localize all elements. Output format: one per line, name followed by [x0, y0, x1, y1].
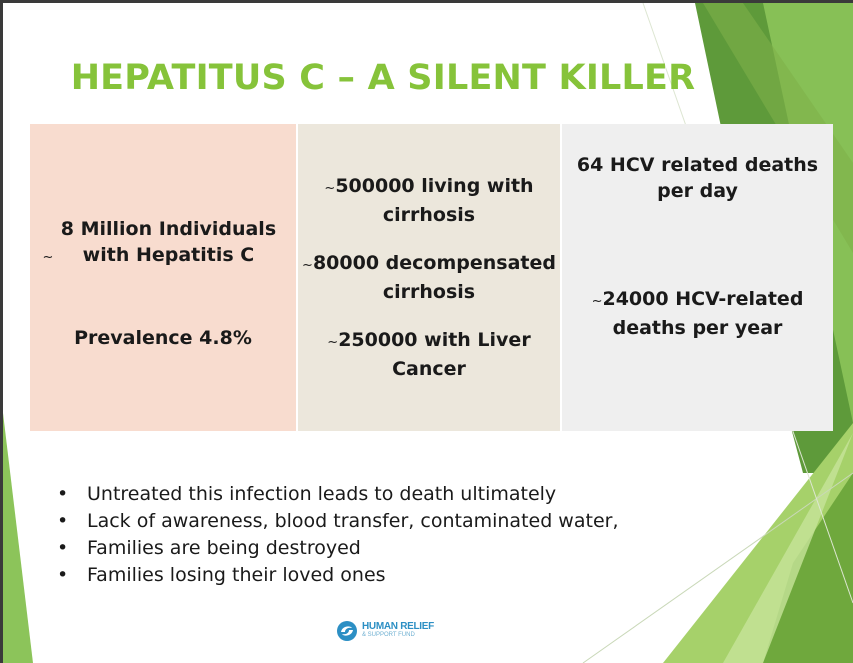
bullet-dot: •	[57, 483, 69, 505]
bullet-text: Families are being destroyed	[87, 537, 361, 559]
stats-grid	[30, 124, 833, 431]
bullet-text: Lack of awareness, blood transfer, contaminated water,	[87, 510, 619, 532]
paragraph-text: 8 Million Individuals with Hepatitis C	[60, 218, 277, 266]
bullet-dot: •	[57, 510, 69, 532]
paragraph-text: Prevalence 4.8%	[74, 327, 252, 349]
list-item	[57, 562, 618, 589]
cell-paragraph	[573, 152, 823, 204]
cell-paragraph	[314, 327, 544, 382]
logo-name: HUMAN RELIEF	[362, 621, 434, 632]
cell-paragraph	[43, 216, 284, 271]
stats-cell-prevalence	[30, 124, 296, 431]
slide	[3, 3, 853, 663]
list-item	[57, 508, 618, 535]
bullet-dot: •	[57, 537, 69, 559]
paragraph-text: 80000 decompensated cirrhosis	[312, 252, 556, 303]
tilde-prefix: ~	[327, 335, 339, 350]
cell-paragraph	[314, 173, 544, 228]
logo-text	[362, 622, 434, 640]
bullet-list	[57, 481, 618, 589]
paragraph-text: 500000 living with cirrhosis	[335, 175, 534, 226]
organization-logo	[336, 620, 434, 642]
tilde-prefix: ~	[42, 250, 54, 265]
logo-swirl-icon	[336, 620, 358, 642]
bullet-text: Untreated this infection leads to death ultimately	[87, 483, 557, 505]
list-item	[57, 535, 618, 562]
paragraph-text: 24000 HCV-related deaths per year	[602, 288, 804, 339]
cell-paragraph	[299, 250, 559, 305]
deco-left-bottom	[3, 413, 33, 663]
stats-cell-cirrhosis	[296, 124, 562, 431]
paragraph-text: 250000 with Liver Cancer	[338, 329, 531, 380]
paragraph-text: 64 HCV related deaths per day	[576, 154, 819, 202]
list-item	[57, 481, 618, 508]
cell-paragraph	[578, 286, 818, 341]
tilde-prefix: ~	[302, 258, 313, 273]
tilde-prefix: ~	[324, 181, 336, 196]
bullet-dot: •	[57, 564, 69, 586]
tilde-prefix: ~	[591, 294, 603, 309]
cell-paragraph	[74, 325, 252, 351]
stats-cell-deaths	[562, 124, 833, 431]
logo-subtitle: & SUPPORT FUND	[362, 632, 415, 638]
bullet-text: Families losing their loved ones	[87, 564, 386, 586]
slide-title: HEPATITUS C – A SILENT KILLER	[70, 58, 696, 98]
